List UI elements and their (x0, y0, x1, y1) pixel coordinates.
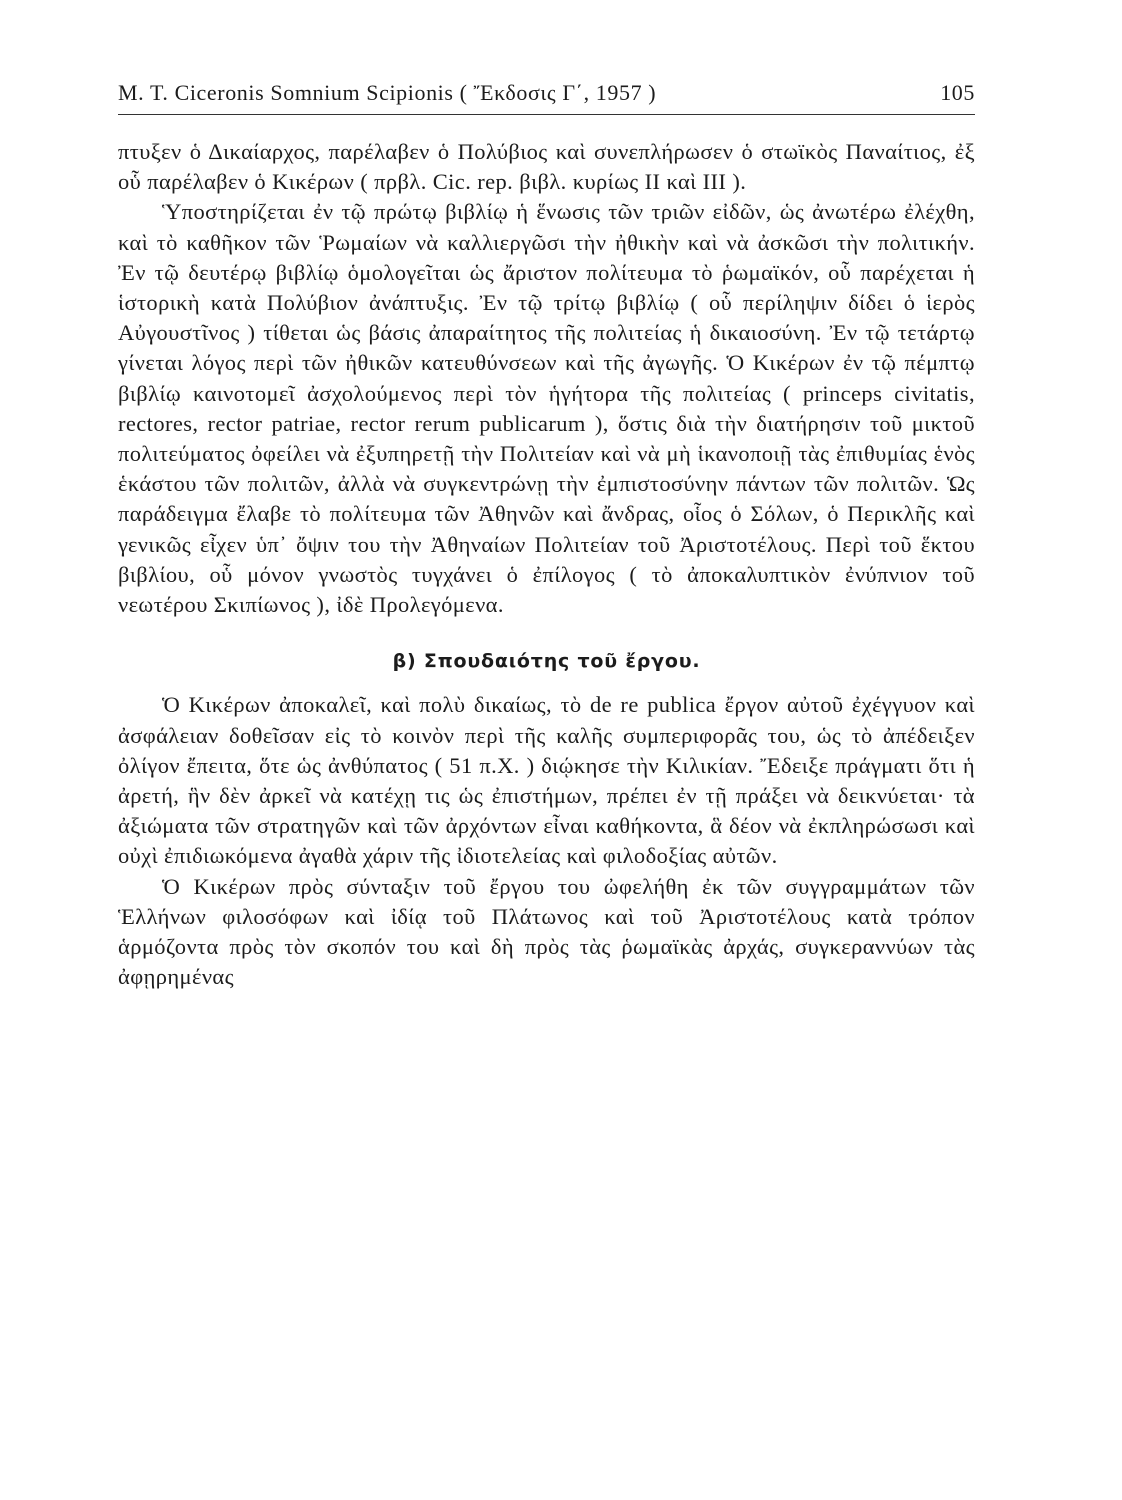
page-body (118, 137, 975, 992)
paragraph-books-summary: Ὑποστηρίζεται ἐν τῷ πρώτῳ βιβλίῳ ἡ ἕνωσις τῶν τριῶν εἰδῶν, ὡς ἀνωτέρω ἐλέχθη, καὶ τὸ καθῆκον τῶν Ῥωμαίων νὰ καλλιεργῶσι τὴν ἠθικὴν καὶ νὰ ἀσκῶσι τὴν πολιτικήν. Ἐν τῷ δευτέρῳ βιβλίῳ ὁμολογεῖται ὡς ἄριστον πολίτευμα τὸ ῥωμαϊκόν, οὗ παρέχεται ἡ ἱστορικὴ κατὰ Πολύβιον ἀνάπτυξις. Ἐν τῷ τρίτῳ βιβλίῳ ( οὗ περίληψιν δίδει ὁ ἱερὸς Αὐγουστῖνος ) τίθεται ὡς βάσις ἀπαραίτητος τῆς πολιτείας ἡ δικαιοσύνη. Ἐν τῷ τετάρτῳ γίνεται λόγος περὶ τῶν ἠθικῶν κατευθύνσεων καὶ τῆς ἀγωγῆς. Ὁ Κικέρων ἐν τῷ πέμπτῳ βιβλίῳ καινοτομεῖ ἀσχολούμενος περὶ τὸν ἡγήτορα τῆς πολιτείας ( princeps civitatis, rectores, rector patriae, rector rerum publicarum ), ὅστις διὰ τὴν διατήρησιν τοῦ μικτοῦ πολιτεύματος ὀφείλει νὰ ἐξυπηρετῇ τὴν Πολιτείαν καὶ νὰ μὴ ἱκανοποιῇ τὰς ἐπιθυμίας ἑνὸς ἑκάστου τῶν πολιτῶν, ἀλλὰ νὰ συγκεντρώνῃ τὴν ἐμπιστοσύνην πάντων τῶν πολιτῶν. Ὡς παράδειγμα ἔλαβε τὸ πολίτευμα τῶν Ἀθηνῶν καὶ ἄνδρας, οἷος ὁ Σόλων, ὁ Περικλῆς καὶ γενικῶς εἶχεν ὑπ᾽ ὄψιν του τὴν Ἀθηναίων Πολιτείαν τοῦ Ἀριστοτέλους. Περὶ τοῦ ἕκτου βιβλίου, οὗ μόνον γνωστὸς τυγχάνει ὁ ἐπίλογος ( τὸ ἀποκαλυπτικὸν ἐνύπνιον τοῦ νεωτέρου Σκιπίωνος ), ἰδὲ Προλεγόμενα. (118, 199, 975, 618)
page-number: 105 (940, 80, 975, 105)
book-page (118, 80, 975, 992)
paragraph-sources: Ὁ Κικέρων πρὸς σύνταξιν τοῦ ἔργου του ὠφελήθη ἐκ τῶν συγγραμμάτων τῶν Ἑλλήνων φιλοσόφων καὶ ἰδίᾳ τοῦ Πλάτωνος καὶ τοῦ Ἀριστοτέλους κατὰ τρόπον ἁρμόζοντα πρὸς τὸν σκοπόν του καὶ δὴ πρὸς τὰς ῥωμαϊκὰς ἀρχάς, συγκεραννύων τὰς ἀφῃρημένας (118, 873, 975, 990)
running-header (118, 80, 975, 115)
paragraph-importance: Ὁ Κικέρων ἀποκαλεῖ, καὶ πολὺ δικαίως, τὸ de re publica ἔργον αὐτοῦ ἐχέγγυον καὶ ἀσφάλειαν δοθεῖσαν εἰς τὸ κοινὸν περὶ τῆς καλῆς συμπεριφορᾶς του, ὡς τὸ ἀπέδειξεν ὀλίγον ἔπειτα, ὅτε ὡς ἀνθύπατος ( 51 π.Χ. ) διῴκησε τὴν Κιλικίαν. Ἔδειξε πράγματι ὅτι ἡ ἀρετή, ἣν δὲν ἀρκεῖ νὰ κατέχῃ τις ὡς ἐπιστήμων, πρέπει ἐν τῇ πράξει νὰ δεικνύεται· τὰ ἀξιώματα τῶν στρατηγῶν καὶ τῶν ἀρχόντων εἶναι καθήκοντα, ἃ δέον νὰ ἐκπληρώσωσι καὶ οὐχὶ ἐπιδιωκόμενα ἀγαθὰ χάριν τῆς ἰδιοτελείας καὶ φιλοδοξίας αὐτῶν. (118, 692, 975, 869)
section-heading: β) Σπουδαιότης τοῦ ἔργου. (392, 650, 701, 673)
running-title: M. T. Ciceronis Somnium Scipionis ( Ἔκδοσις Γ΄, 1957 ) (118, 80, 657, 105)
paragraph-continued: πτυξεν ὁ Δικαίαρχος, παρέλαβεν ὁ Πολύβιος καὶ συνεπλήρωσεν ὁ στωϊκὸς Παναίτιος, ἐξ οὗ παρέλαβεν ὁ Κικέρων ( πρβλ. Cic. rep. βιβλ. κυρίως II καὶ III ). (118, 139, 975, 195)
